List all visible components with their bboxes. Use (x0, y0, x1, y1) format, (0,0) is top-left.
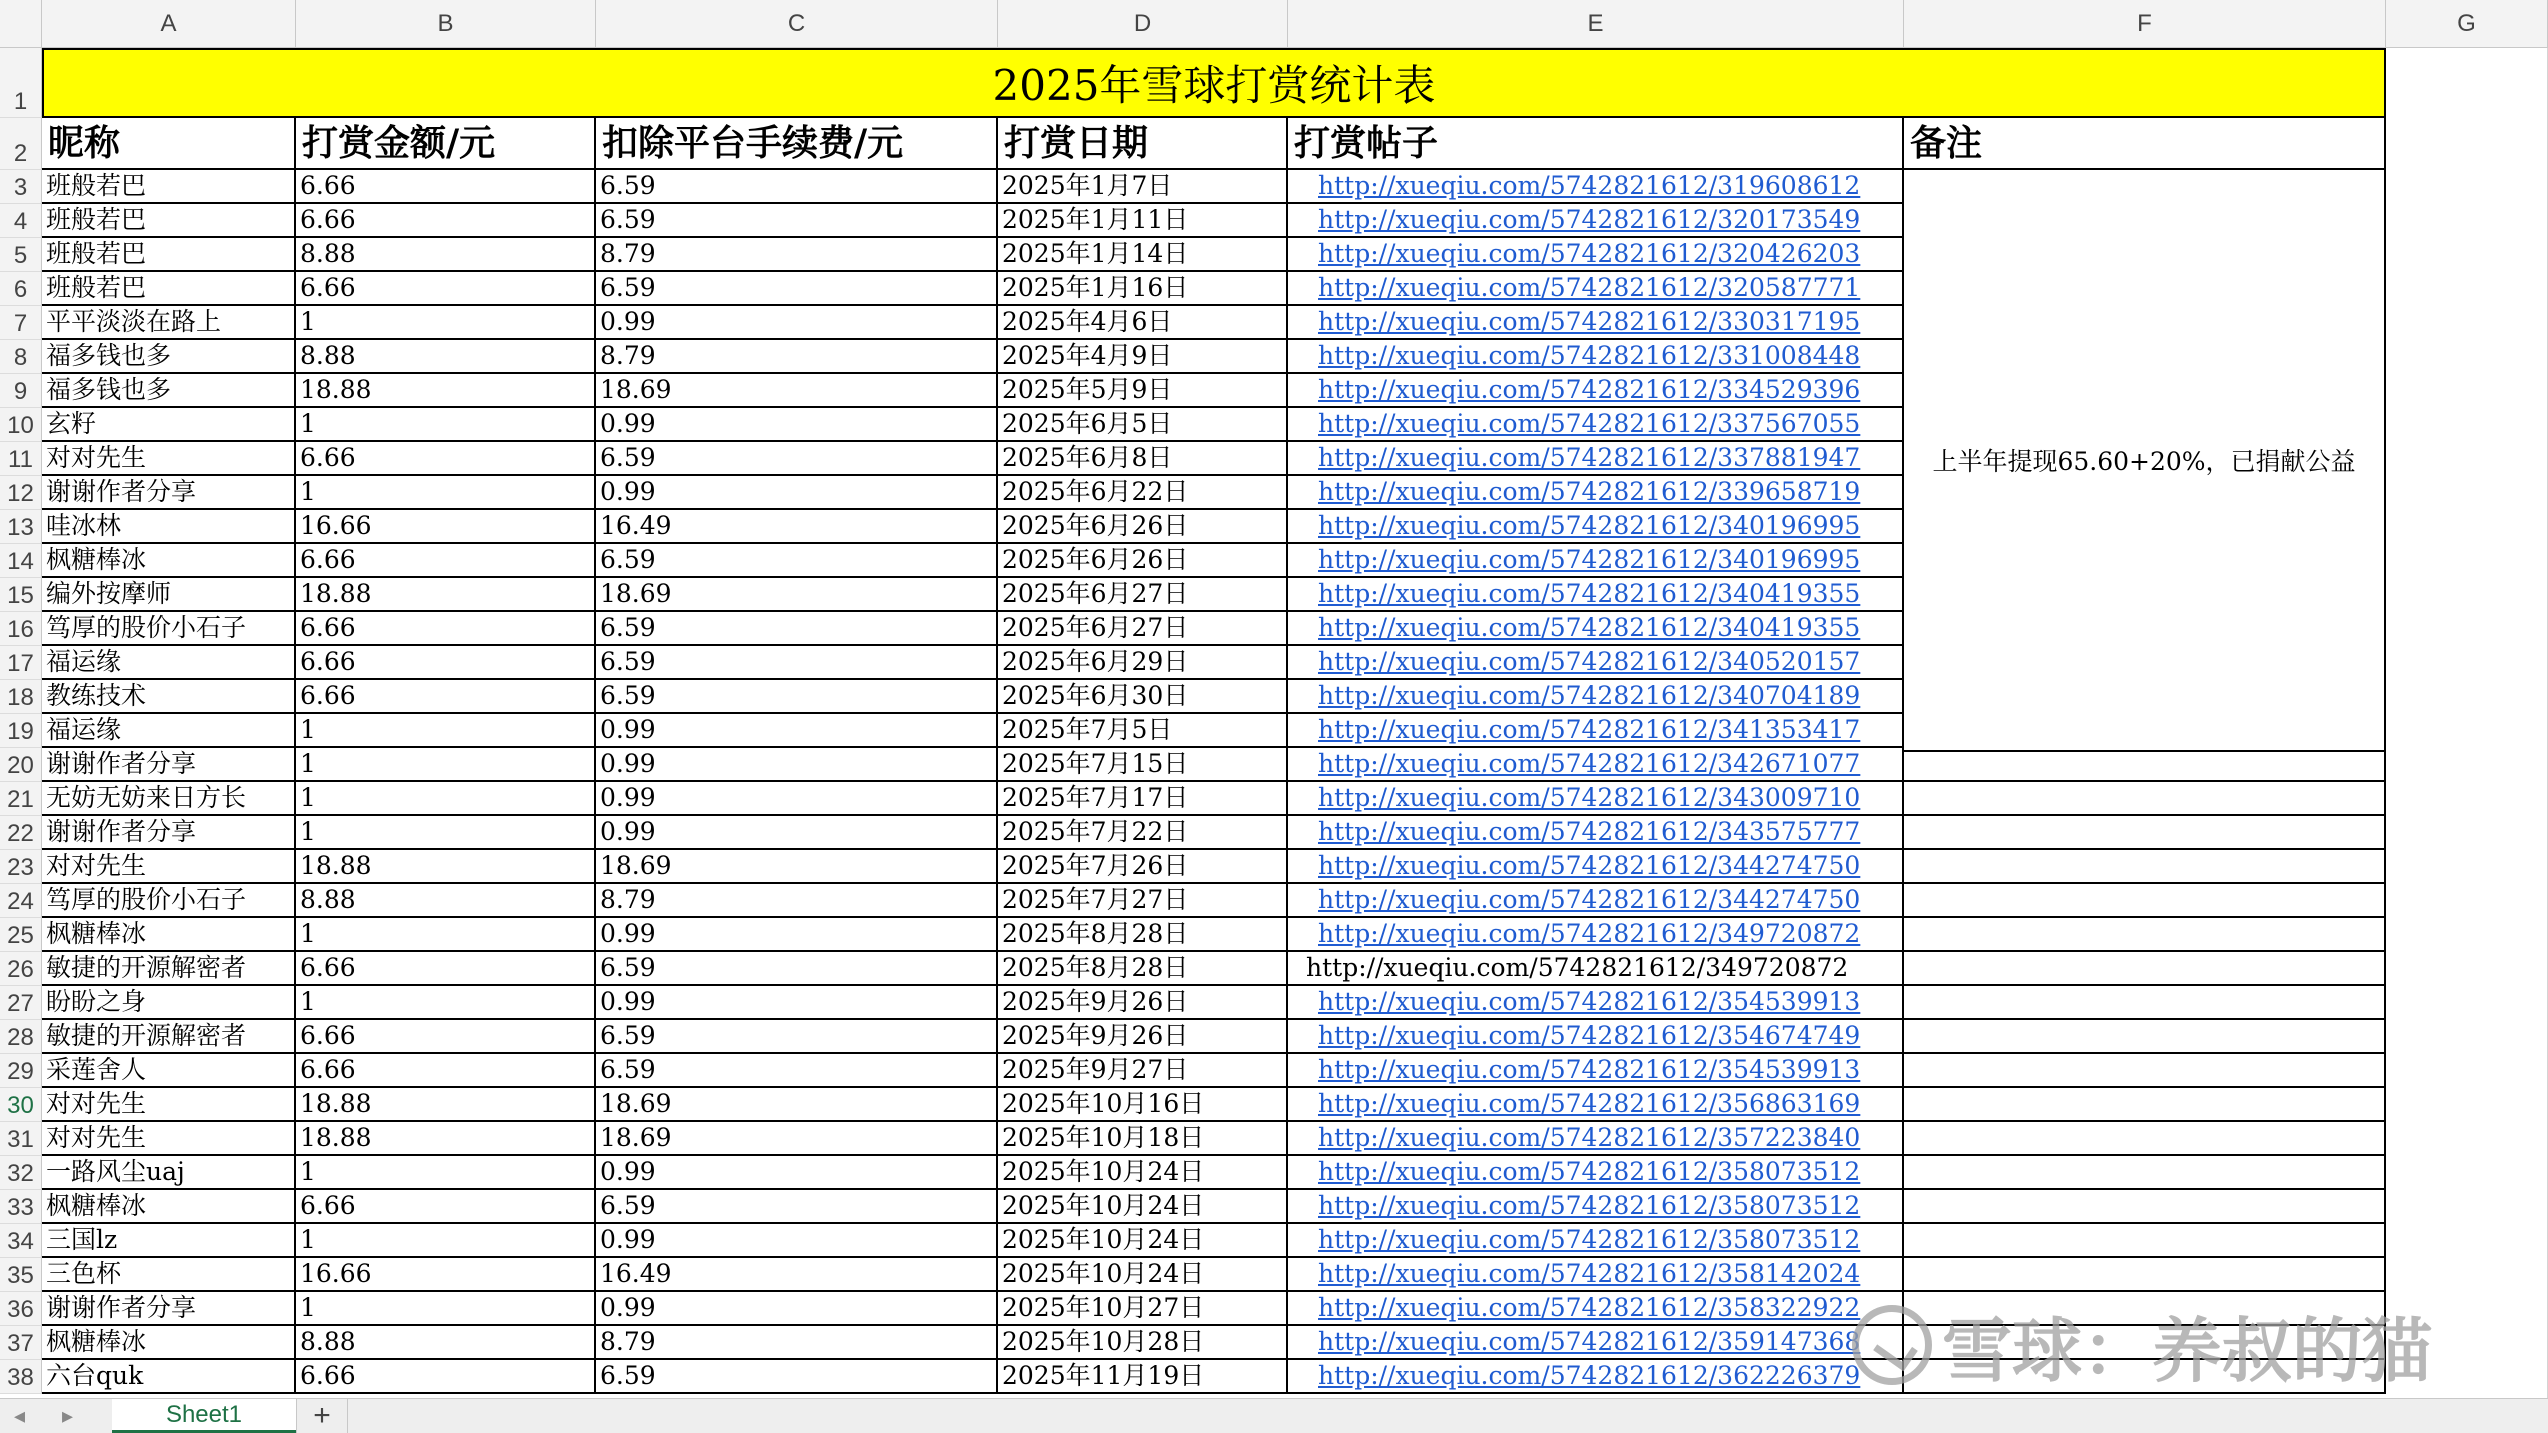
post-link-cell[interactable]: http://xueqiu.com/5742821612/358073512 (1288, 1190, 1904, 1224)
amount-cell[interactable]: 1 (296, 408, 596, 442)
amount-cell[interactable]: 18.88 (296, 374, 596, 408)
header-amount[interactable]: 打赏金额/元 (296, 118, 596, 170)
column-header-f[interactable]: F (1904, 0, 2386, 48)
date-cell[interactable]: 2025年9月26日 (998, 986, 1288, 1020)
nickname-cell[interactable]: 班般若巴 (42, 238, 296, 272)
date-cell[interactable]: 2025年7月27日 (998, 884, 1288, 918)
amount-cell[interactable]: 1 (296, 986, 596, 1020)
header-net[interactable]: 扣除平台手续费/元 (596, 118, 998, 170)
row-header-31[interactable]: 31 (0, 1122, 42, 1156)
tab-sheet1[interactable]: Sheet1 (112, 1399, 296, 1433)
nickname-cell[interactable]: 敏捷的开源解密者 (42, 952, 296, 986)
amount-cell[interactable]: 8.88 (296, 884, 596, 918)
note-cell[interactable] (1904, 1054, 2386, 1088)
date-cell[interactable]: 2025年6月26日 (998, 544, 1288, 578)
net-amount-cell[interactable]: 6.59 (596, 1054, 998, 1088)
post-link-cell[interactable]: http://xueqiu.com/5742821612/357223840 (1288, 1122, 1904, 1156)
post-link-cell[interactable]: http://xueqiu.com/5742821612/319608612 (1288, 170, 1904, 204)
post-link-cell[interactable]: http://xueqiu.com/5742821612/320426203 (1288, 238, 1904, 272)
header-nickname[interactable]: 昵称 (42, 118, 296, 170)
net-amount-cell[interactable]: 6.59 (596, 1190, 998, 1224)
post-link-cell[interactable]: http://xueqiu.com/5742821612/320587771 (1288, 272, 1904, 306)
net-amount-cell[interactable]: 6.59 (596, 544, 998, 578)
date-cell[interactable]: 2025年10月28日 (998, 1326, 1288, 1360)
nickname-cell[interactable]: 谢谢作者分享 (42, 1292, 296, 1326)
nickname-cell[interactable]: 班般若巴 (42, 272, 296, 306)
amount-cell[interactable]: 16.66 (296, 510, 596, 544)
post-link-cell[interactable]: http://xueqiu.com/5742821612/337567055 (1288, 408, 1904, 442)
net-amount-cell[interactable]: 0.99 (596, 782, 998, 816)
amount-cell[interactable]: 6.66 (296, 1360, 596, 1394)
sheet-tab-bar (0, 1398, 2548, 1433)
amount-cell[interactable]: 6.66 (296, 646, 596, 680)
net-amount-cell[interactable]: 0.99 (596, 714, 998, 748)
date-cell[interactable]: 2025年7月17日 (998, 782, 1288, 816)
note-cell[interactable] (1904, 1122, 2386, 1156)
row-header-3[interactable]: 3 (0, 170, 42, 204)
nickname-cell[interactable]: 笃厚的股价小石子 (42, 612, 296, 646)
net-amount-cell[interactable]: 6.59 (596, 204, 998, 238)
note-cell[interactable] (1904, 850, 2386, 884)
date-cell[interactable]: 2025年7月15日 (998, 748, 1288, 782)
nickname-cell[interactable]: 班般若巴 (42, 204, 296, 238)
date-cell[interactable]: 2025年10月24日 (998, 1190, 1288, 1224)
nickname-cell[interactable]: 福多钱也多 (42, 340, 296, 374)
net-amount-cell[interactable]: 6.59 (596, 612, 998, 646)
post-link-cell[interactable]: http://xueqiu.com/5742821612/339658719 (1288, 476, 1904, 510)
post-link-cell[interactable]: http://xueqiu.com/5742821612/344274750 (1288, 884, 1904, 918)
column-header-b[interactable]: B (296, 0, 596, 48)
post-link-cell[interactable]: http://xueqiu.com/5742821612/354539913 (1288, 1054, 1904, 1088)
nickname-cell[interactable]: 枫糖棒冰 (42, 918, 296, 952)
date-cell[interactable]: 2025年10月24日 (998, 1224, 1288, 1258)
amount-cell[interactable]: 6.66 (296, 952, 596, 986)
amount-cell[interactable]: 6.66 (296, 170, 596, 204)
row-header-20[interactable]: 20 (0, 748, 42, 782)
net-amount-cell[interactable]: 8.79 (596, 884, 998, 918)
net-amount-cell[interactable]: 6.59 (596, 1020, 998, 1054)
note-cell[interactable] (1904, 918, 2386, 952)
amount-cell[interactable]: 1 (296, 816, 596, 850)
row-header-22[interactable]: 22 (0, 816, 42, 850)
row-header-27[interactable]: 27 (0, 986, 42, 1020)
amount-cell[interactable]: 18.88 (296, 1088, 596, 1122)
row-header-2[interactable]: 2 (0, 118, 42, 170)
note-cell[interactable] (1904, 1190, 2386, 1224)
row-header-26[interactable]: 26 (0, 952, 42, 986)
net-amount-cell[interactable]: 8.79 (596, 238, 998, 272)
post-link-cell[interactable]: http://xueqiu.com/5742821612/340419355 (1288, 612, 1904, 646)
note-merged-cell[interactable]: 上半年提现65.60+20%，已捐献公益 (1904, 170, 2386, 752)
row-header-6[interactable]: 6 (0, 272, 42, 306)
select-all-corner[interactable] (0, 0, 42, 48)
amount-cell[interactable]: 1 (296, 918, 596, 952)
row-header-13[interactable]: 13 (0, 510, 42, 544)
date-cell[interactable]: 2025年6月29日 (998, 646, 1288, 680)
note-cell[interactable] (1904, 1020, 2386, 1054)
amount-cell[interactable]: 6.66 (296, 612, 596, 646)
nickname-cell[interactable]: 笃厚的股价小石子 (42, 884, 296, 918)
row-header-38[interactable]: 38 (0, 1360, 42, 1394)
note-cell[interactable] (1904, 1360, 2386, 1394)
net-amount-cell[interactable]: 0.99 (596, 1224, 998, 1258)
amount-cell[interactable]: 1 (296, 1156, 596, 1190)
net-amount-cell[interactable]: 0.99 (596, 408, 998, 442)
date-cell[interactable]: 2025年1月7日 (998, 170, 1288, 204)
amount-cell[interactable]: 18.88 (296, 850, 596, 884)
post-link-cell[interactable]: http://xueqiu.com/5742821612/349720872 (1288, 918, 1904, 952)
post-link-cell[interactable]: http://xueqiu.com/5742821612/358073512 (1288, 1156, 1904, 1190)
row-header-15[interactable]: 15 (0, 578, 42, 612)
nickname-cell[interactable]: 教练技术 (42, 680, 296, 714)
row-header-33[interactable]: 33 (0, 1190, 42, 1224)
row-header-24[interactable]: 24 (0, 884, 42, 918)
date-cell[interactable]: 2025年6月26日 (998, 510, 1288, 544)
post-link-cell[interactable]: http://xueqiu.com/5742821612/330317195 (1288, 306, 1904, 340)
row-header-7[interactable]: 7 (0, 306, 42, 340)
net-amount-cell[interactable]: 0.99 (596, 1156, 998, 1190)
amount-cell[interactable]: 6.66 (296, 680, 596, 714)
amount-cell[interactable]: 6.66 (296, 544, 596, 578)
row-header-17[interactable]: 17 (0, 646, 42, 680)
note-cell[interactable] (1904, 1258, 2386, 1292)
post-link-cell[interactable]: http://xueqiu.com/5742821612/340196995 (1288, 510, 1904, 544)
post-link-cell[interactable]: http://xueqiu.com/5742821612/358322922 (1288, 1292, 1904, 1326)
note-cell[interactable] (1904, 1156, 2386, 1190)
amount-cell[interactable]: 1 (296, 714, 596, 748)
nickname-cell[interactable]: 谢谢作者分享 (42, 748, 296, 782)
amount-cell[interactable]: 6.66 (296, 1054, 596, 1088)
net-amount-cell[interactable]: 18.69 (596, 850, 998, 884)
net-amount-cell[interactable]: 8.79 (596, 340, 998, 374)
post-link-cell[interactable]: http://xueqiu.com/5742821612/343009710 (1288, 782, 1904, 816)
nickname-cell[interactable]: 谢谢作者分享 (42, 816, 296, 850)
row-header-25[interactable]: 25 (0, 918, 42, 952)
row-header-19[interactable]: 19 (0, 714, 42, 748)
net-amount-cell[interactable]: 6.59 (596, 442, 998, 476)
row-header-23[interactable]: 23 (0, 850, 42, 884)
amount-cell[interactable]: 16.66 (296, 1258, 596, 1292)
nickname-cell[interactable]: 班般若巴 (42, 170, 296, 204)
note-cell[interactable] (1904, 748, 2386, 782)
date-cell[interactable]: 2025年10月27日 (998, 1292, 1288, 1326)
post-link-cell[interactable]: http://xueqiu.com/5742821612/343575777 (1288, 816, 1904, 850)
net-amount-cell[interactable]: 18.69 (596, 578, 998, 612)
amount-cell[interactable]: 8.88 (296, 238, 596, 272)
nickname-cell[interactable]: 敏捷的开源解密者 (42, 1020, 296, 1054)
post-link-cell[interactable]: http://xueqiu.com/5742821612/340704189 (1288, 680, 1904, 714)
date-cell[interactable]: 2025年6月5日 (998, 408, 1288, 442)
post-link-cell[interactable]: http://xueqiu.com/5742821612/340196995 (1288, 544, 1904, 578)
net-amount-cell[interactable]: 0.99 (596, 986, 998, 1020)
column-header-e[interactable]: E (1288, 0, 1904, 48)
amount-cell[interactable]: 6.66 (296, 272, 596, 306)
net-amount-cell[interactable]: 0.99 (596, 918, 998, 952)
amount-cell[interactable]: 1 (296, 748, 596, 782)
date-cell[interactable]: 2025年10月16日 (998, 1088, 1288, 1122)
net-amount-cell[interactable]: 16.49 (596, 510, 998, 544)
nickname-cell[interactable]: 哇冰林 (42, 510, 296, 544)
date-cell[interactable]: 2025年1月14日 (998, 238, 1288, 272)
post-link-cell[interactable]: http://xueqiu.com/5742821612/362226379 (1288, 1360, 1904, 1394)
row-header-18[interactable]: 18 (0, 680, 42, 714)
amount-cell[interactable]: 1 (296, 306, 596, 340)
header-note[interactable]: 备注 (1904, 118, 2386, 170)
post-link-cell[interactable]: http://xueqiu.com/5742821612/340419355 (1288, 578, 1904, 612)
nickname-cell[interactable]: 枫糖棒冰 (42, 1326, 296, 1360)
amount-cell[interactable]: 8.88 (296, 340, 596, 374)
column-header-d[interactable]: D (998, 0, 1288, 48)
row-header-1[interactable]: 1 (0, 48, 42, 118)
note-cell[interactable] (1904, 1088, 2386, 1122)
net-amount-cell[interactable]: 6.59 (596, 1360, 998, 1394)
date-cell[interactable]: 2025年8月28日 (998, 952, 1288, 986)
row-header-9[interactable]: 9 (0, 374, 42, 408)
watermark-text: 雪球：养叔的猫 (1942, 1309, 2432, 1392)
title-cell[interactable]: 2025年雪球打赏统计表 (42, 48, 2386, 118)
net-amount-cell[interactable]: 0.99 (596, 748, 998, 782)
column-header-g[interactable]: G (2386, 0, 2548, 48)
amount-cell[interactable]: 1 (296, 1292, 596, 1326)
nickname-cell[interactable]: 福多钱也多 (42, 374, 296, 408)
row-header-36[interactable]: 36 (0, 1292, 42, 1326)
note-cell[interactable] (1904, 1224, 2386, 1258)
date-cell[interactable]: 2025年6月22日 (998, 476, 1288, 510)
nickname-cell[interactable]: 对对先生 (42, 442, 296, 476)
next-sheet-icon[interactable]: ▸ (62, 1403, 74, 1428)
net-amount-cell[interactable]: 6.59 (596, 646, 998, 680)
nickname-cell[interactable]: 一路风尘uaj (42, 1156, 296, 1190)
column-header-c[interactable]: C (596, 0, 998, 48)
post-link-cell[interactable]: http://xueqiu.com/5742821612/354674749 (1288, 1020, 1904, 1054)
net-amount-cell[interactable]: 18.69 (596, 1088, 998, 1122)
post-link-cell[interactable]: http://xueqiu.com/5742821612/358073512 (1288, 1224, 1904, 1258)
net-amount-cell[interactable]: 6.59 (596, 272, 998, 306)
nickname-cell[interactable]: 编外按摩师 (42, 578, 296, 612)
net-amount-cell[interactable]: 6.59 (596, 952, 998, 986)
note-cell[interactable] (1904, 986, 2386, 1020)
date-cell[interactable]: 2025年6月27日 (998, 612, 1288, 646)
post-link-cell[interactable]: http://xueqiu.com/5742821612/349720872 (1288, 952, 1904, 986)
nickname-cell[interactable]: 对对先生 (42, 1088, 296, 1122)
row-header-21[interactable]: 21 (0, 782, 42, 816)
header-post[interactable]: 打赏帖子 (1288, 118, 1904, 170)
row-header-4[interactable]: 4 (0, 204, 42, 238)
row-header-34[interactable]: 34 (0, 1224, 42, 1258)
note-cell[interactable] (1904, 952, 2386, 986)
date-cell[interactable]: 2025年1月11日 (998, 204, 1288, 238)
date-cell[interactable]: 2025年9月26日 (998, 1020, 1288, 1054)
note-cell[interactable] (1904, 884, 2386, 918)
add-sheet-button[interactable]: + (296, 1399, 348, 1433)
post-link-cell[interactable]: http://xueqiu.com/5742821612/354539913 (1288, 986, 1904, 1020)
amount-cell[interactable]: 1 (296, 1224, 596, 1258)
post-link-cell[interactable]: http://xueqiu.com/5742821612/340520157 (1288, 646, 1904, 680)
nickname-cell[interactable]: 采莲舍人 (42, 1054, 296, 1088)
post-link-cell[interactable]: http://xueqiu.com/5742821612/334529396 (1288, 374, 1904, 408)
date-cell[interactable]: 2025年11月19日 (998, 1360, 1288, 1394)
row-header-30[interactable]: 30 (0, 1088, 42, 1122)
date-cell[interactable]: 2025年6月30日 (998, 680, 1288, 714)
post-link-cell[interactable]: http://xueqiu.com/5742821612/356863169 (1288, 1088, 1904, 1122)
net-amount-cell[interactable]: 16.49 (596, 1258, 998, 1292)
date-cell[interactable]: 2025年5月9日 (998, 374, 1288, 408)
nickname-cell[interactable]: 谢谢作者分享 (42, 476, 296, 510)
row-header-28[interactable]: 28 (0, 1020, 42, 1054)
row-header-32[interactable]: 32 (0, 1156, 42, 1190)
row-header-10[interactable]: 10 (0, 408, 42, 442)
row-header-8[interactable]: 8 (0, 340, 42, 374)
date-cell[interactable]: 2025年7月26日 (998, 850, 1288, 884)
date-cell[interactable]: 2025年6月8日 (998, 442, 1288, 476)
header-date[interactable]: 打赏日期 (998, 118, 1288, 170)
row-header-5[interactable]: 5 (0, 238, 42, 272)
row-header-37[interactable]: 37 (0, 1326, 42, 1360)
net-amount-cell[interactable]: 0.99 (596, 306, 998, 340)
date-cell[interactable]: 2025年10月24日 (998, 1258, 1288, 1292)
note-cell[interactable] (1904, 816, 2386, 850)
post-link-cell[interactable]: http://xueqiu.com/5742821612/344274750 (1288, 850, 1904, 884)
net-amount-cell[interactable]: 18.69 (596, 1122, 998, 1156)
nickname-cell[interactable]: 六台quk (42, 1360, 296, 1394)
nickname-cell[interactable]: 三色杯 (42, 1258, 296, 1292)
date-cell[interactable]: 2025年7月5日 (998, 714, 1288, 748)
nickname-cell[interactable]: 三国lz (42, 1224, 296, 1258)
note-cell[interactable] (1904, 782, 2386, 816)
post-link-cell[interactable]: http://xueqiu.com/5742821612/359147368 (1288, 1326, 1904, 1360)
net-amount-cell[interactable]: 0.99 (596, 816, 998, 850)
amount-cell[interactable]: 1 (296, 782, 596, 816)
date-cell[interactable]: 2025年1月16日 (998, 272, 1288, 306)
row-header-14[interactable]: 14 (0, 544, 42, 578)
nickname-cell[interactable]: 福运缘 (42, 714, 296, 748)
amount-cell[interactable]: 6.66 (296, 1020, 596, 1054)
post-link-cell[interactable]: http://xueqiu.com/5742821612/358142024 (1288, 1258, 1904, 1292)
nickname-cell[interactable]: 对对先生 (42, 1122, 296, 1156)
post-link-cell[interactable]: http://xueqiu.com/5742821612/341353417 (1288, 714, 1904, 748)
nickname-cell[interactable]: 枫糖棒冰 (42, 544, 296, 578)
date-cell[interactable]: 2025年8月28日 (998, 918, 1288, 952)
net-amount-cell[interactable]: 18.69 (596, 374, 998, 408)
nickname-cell[interactable]: 无妨无妨来日方长 (42, 782, 296, 816)
nickname-cell[interactable]: 玄籽 (42, 408, 296, 442)
net-amount-cell[interactable]: 6.59 (596, 680, 998, 714)
date-cell[interactable]: 2025年6月27日 (998, 578, 1288, 612)
note-cell[interactable] (1904, 1292, 2386, 1326)
net-amount-cell[interactable]: 6.59 (596, 170, 998, 204)
post-link-cell[interactable]: http://xueqiu.com/5742821612/337881947 (1288, 442, 1904, 476)
row-header-12[interactable]: 12 (0, 476, 42, 510)
amount-cell[interactable]: 8.88 (296, 1326, 596, 1360)
post-link-cell[interactable]: http://xueqiu.com/5742821612/320173549 (1288, 204, 1904, 238)
amount-cell[interactable]: 6.66 (296, 442, 596, 476)
row-header-16[interactable]: 16 (0, 612, 42, 646)
row-header-11[interactable]: 11 (0, 442, 42, 476)
nickname-cell[interactable]: 对对先生 (42, 850, 296, 884)
nickname-cell[interactable]: 平平淡淡在路上 (42, 306, 296, 340)
date-cell[interactable]: 2025年10月24日 (998, 1156, 1288, 1190)
row-header-35[interactable]: 35 (0, 1258, 42, 1292)
amount-cell[interactable]: 18.88 (296, 578, 596, 612)
post-link-cell[interactable]: http://xueqiu.com/5742821612/331008448 (1288, 340, 1904, 374)
nickname-cell[interactable]: 盼盼之身 (42, 986, 296, 1020)
note-cell[interactable] (1904, 1326, 2386, 1360)
amount-cell[interactable]: 1 (296, 476, 596, 510)
net-amount-cell[interactable]: 0.99 (596, 476, 998, 510)
net-amount-cell[interactable]: 0.99 (596, 1292, 998, 1326)
date-cell[interactable]: 2025年4月6日 (998, 306, 1288, 340)
column-header-a[interactable]: A (42, 0, 296, 48)
date-cell[interactable]: 2025年4月9日 (998, 340, 1288, 374)
date-cell[interactable]: 2025年9月27日 (998, 1054, 1288, 1088)
nickname-cell[interactable]: 枫糖棒冰 (42, 1190, 296, 1224)
date-cell[interactable]: 2025年7月22日 (998, 816, 1288, 850)
date-cell[interactable]: 2025年10月18日 (998, 1122, 1288, 1156)
prev-sheet-icon[interactable]: ◂ (14, 1403, 26, 1428)
net-amount-cell[interactable]: 8.79 (596, 1326, 998, 1360)
amount-cell[interactable]: 18.88 (296, 1122, 596, 1156)
amount-cell[interactable]: 6.66 (296, 1190, 596, 1224)
row-header-29[interactable]: 29 (0, 1054, 42, 1088)
post-link-cell[interactable]: http://xueqiu.com/5742821612/342671077 (1288, 748, 1904, 782)
nickname-cell[interactable]: 福运缘 (42, 646, 296, 680)
amount-cell[interactable]: 6.66 (296, 204, 596, 238)
